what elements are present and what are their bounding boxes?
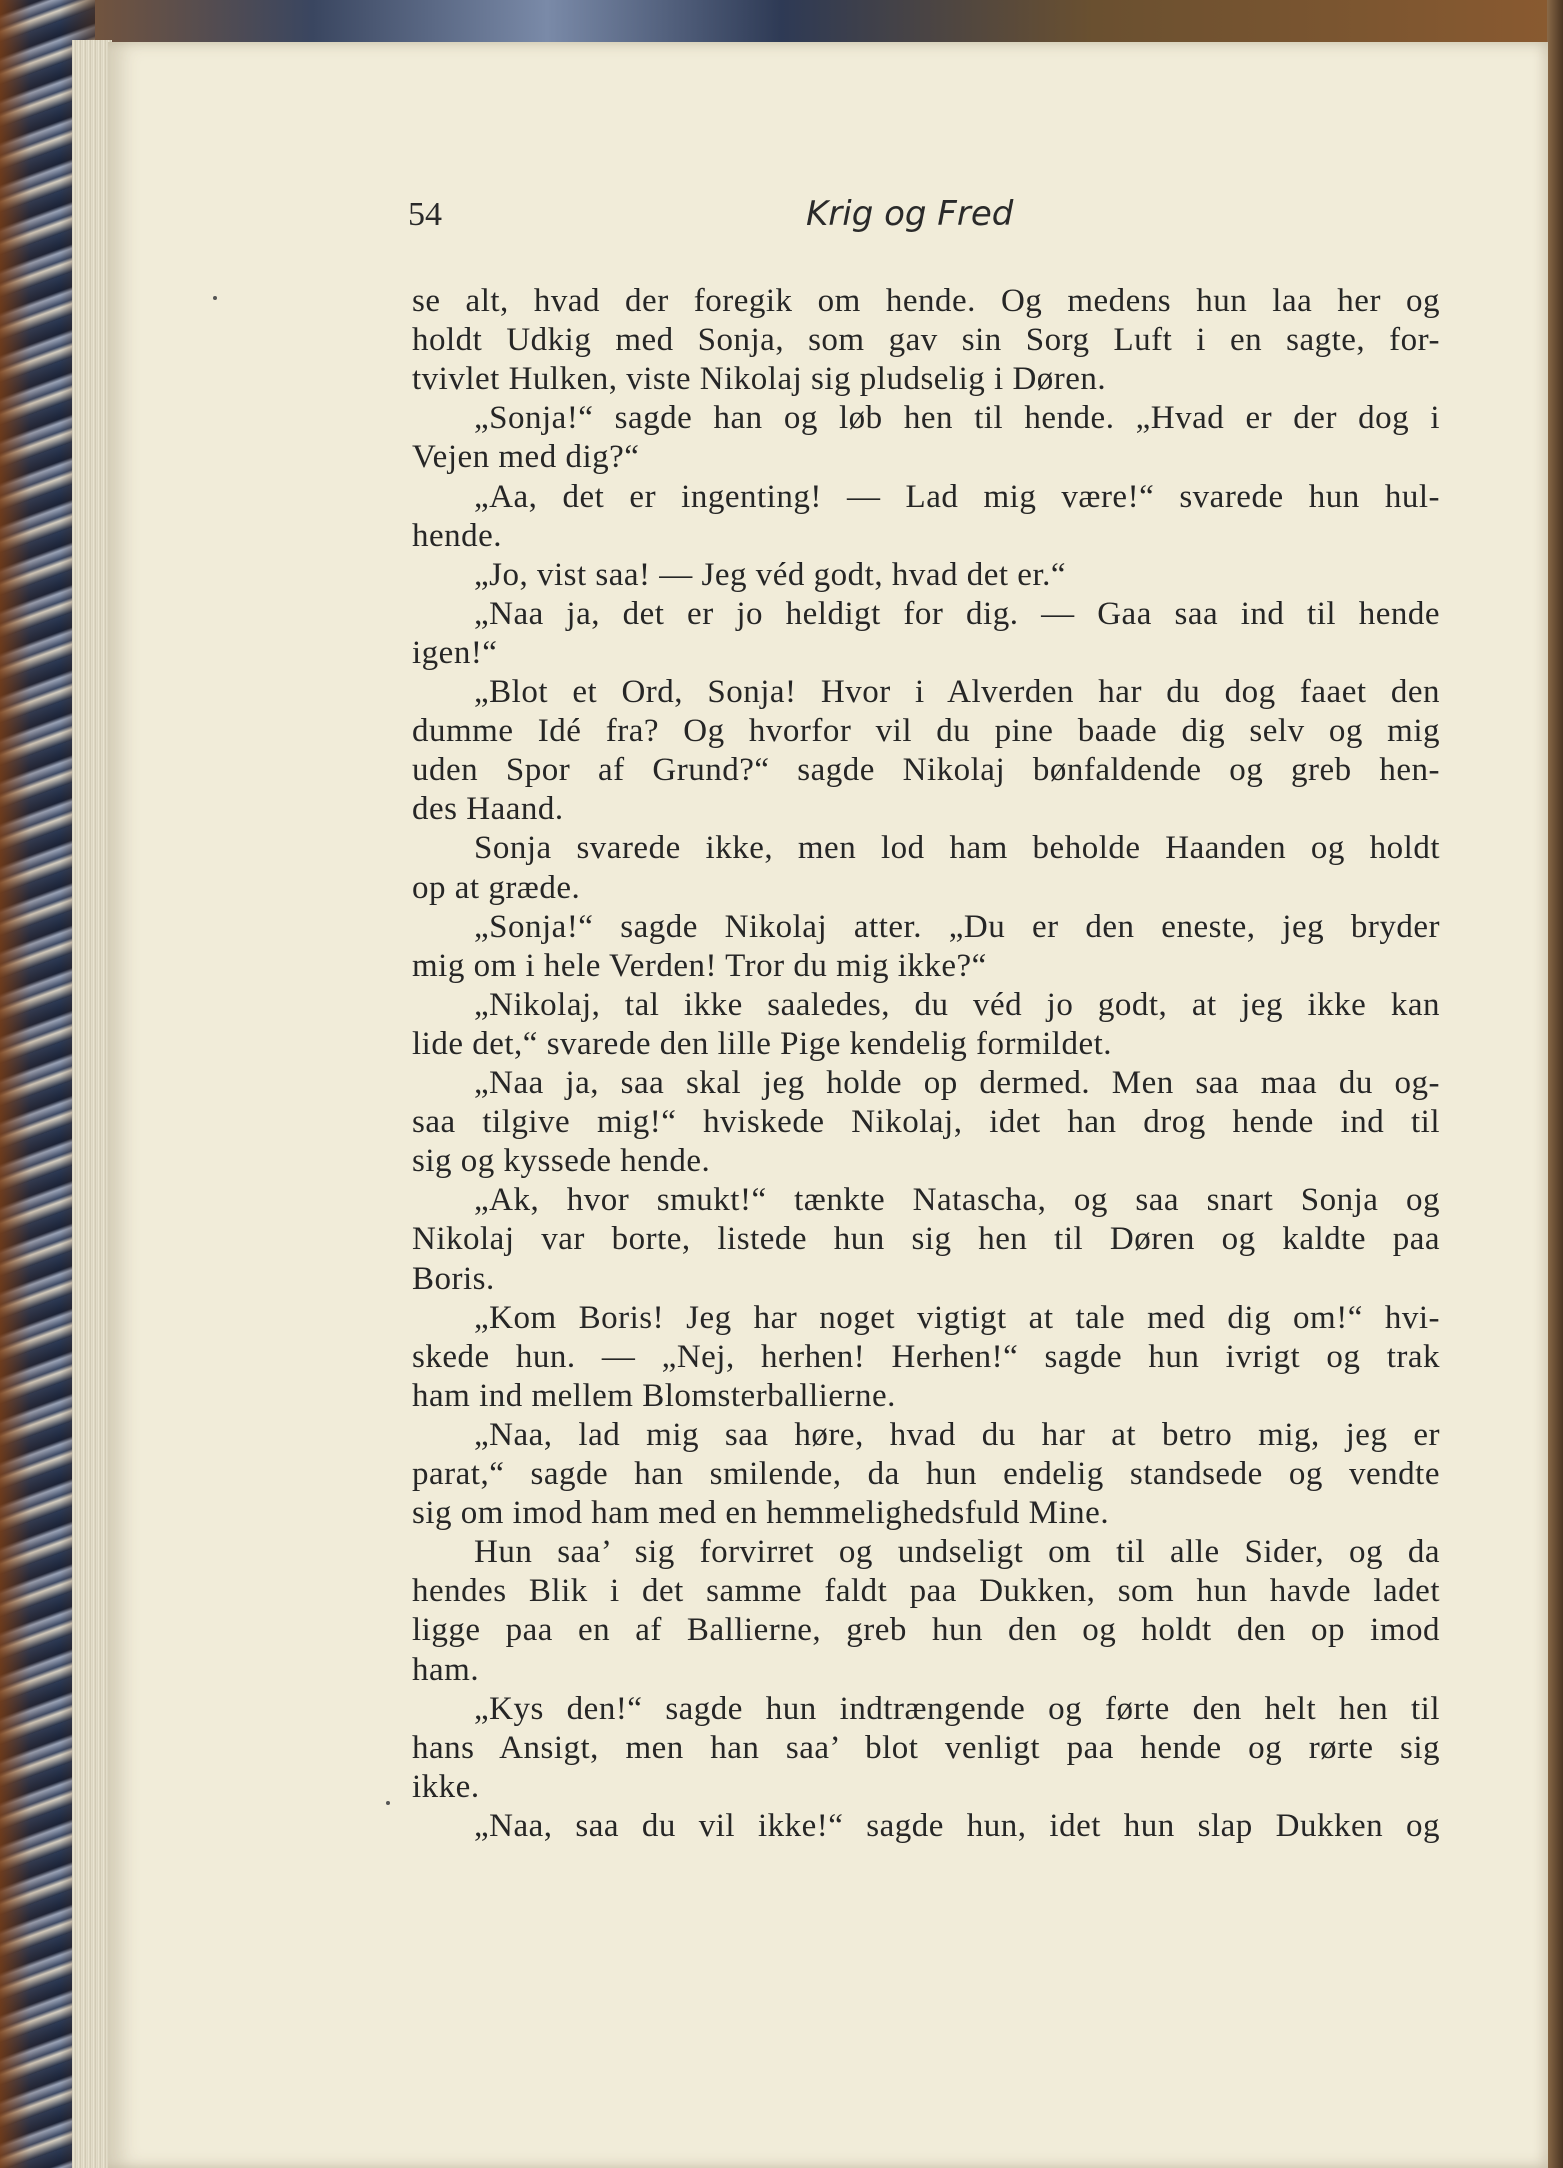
running-title: Krig og Fred [806,194,1014,234]
page-header [408,196,1028,242]
text-line: „Naa ja, saa skal jeg holde op dermed. Men saa maa du og- [474,1065,1440,1101]
text-line: ham. [412,1652,480,1688]
text-line: „Naa ja, det er jo heldigt for dig. — Gaa saa ind til hende [474,596,1440,632]
text-line: uden Spor af Grund?“ sagde Nikolaj bønfaldende og greb hen- [412,752,1440,788]
text-line: „Ak, hvor smukt!“ tænkte Natascha, og saa snart Sonja og [474,1182,1440,1218]
text-line: dumme Idé fra? Og hvorfor vil du pine baade dig selv og mig [412,713,1440,749]
text-line: hendes Blik i det samme faldt paa Dukken, som hun havde ladet [412,1573,1440,1609]
text-line: sig om imod ham med en hemmelighedsfuld Mine. [412,1495,1110,1531]
text-line: parat,“ sagde han smilende, da hun endelig standsede og vendte [412,1456,1440,1492]
text-line: „Sonja!“ sagde Nikolaj atter. „Du er den eneste, jeg bryder [474,909,1440,945]
text-line: skede hun. — „Nej, herhen! Herhen!“ sagde hun ivrigt og trak [412,1339,1440,1375]
text-line: „Blot et Ord, Sonja! Hvor i Alverden har du dog faaet den [474,674,1440,710]
text-line: Vejen med dig?“ [412,439,640,475]
ink-speck [386,1801,390,1805]
text-line: ligge paa en af Ballierne, greb hun den og holdt den op imod [412,1612,1440,1648]
text-line: igen!“ [412,635,498,671]
text-line: mig om i hele Verden! Tror du mig ikke?“ [412,948,987,984]
text-line: des Haand. [412,791,564,827]
text-line: Hun saa’ sig forvirret og undseligt om til alle Sider, og da [474,1534,1440,1570]
text-line: op at græde. [412,870,581,906]
text-line: „Sonja!“ sagde han og løb hen til hende. „Hvad er der dog i [474,400,1440,436]
text-line: hende. [412,518,503,554]
text-line: Nikolaj var borte, listede hun sig hen til Døren og kaldte paa [412,1221,1440,1257]
text-line: lide det,“ svarede den lille Pige kendelig formildet. [412,1026,1113,1062]
text-line: Boris. [412,1261,495,1297]
text-line: holdt Udkig med Sonja, som gav sin Sorg Luft i en sagte, for- [412,322,1440,358]
text-line: saa tilgive mig!“ hviskede Nikolaj, idet han drog hende ind til [412,1104,1440,1140]
text-line: ham ind mellem Blomsterballierne. [412,1378,896,1414]
book-right-edge [1547,0,1563,2168]
book-top-edge [0,0,1563,44]
text-line: sig og kyssede hende. [412,1143,711,1179]
text-line: Sonja svarede ikke, men lod ham beholde Haanden og holdt [474,830,1440,866]
text-line: „Naa, saa du vil ikke!“ sagde hun, idet hun slap Dukken og [474,1808,1440,1844]
text-line: „Jo, vist saa! — Jeg véd godt, hvad det er.“ [474,557,1067,593]
text-line: „Kom Boris! Jeg har noget vigtigt at tale med dig om!“ hvi- [474,1300,1440,1336]
text-line: „Aa, det er ingenting! — Lad mig være!“ svarede hun hul- [474,479,1440,515]
text-line: „Naa, lad mig saa høre, hvad du har at betro mig, jeg er [474,1417,1440,1453]
text-line: „Kys den!“ sagde hun indtrængende og førte den helt hen til [474,1691,1440,1727]
text-line: ikke. [412,1769,480,1805]
ink-speck [213,296,217,300]
text-line: „Nikolaj, tal ikke saaledes, du véd jo godt, at jeg ikke kan [474,987,1440,1023]
text-line: se alt, hvad der foregik om hende. Og medens hun laa her og [412,283,1440,319]
page-number: 54 [408,196,442,233]
text-line: hans Ansigt, men han saa’ blot venligt paa hende og rørte sig [412,1730,1440,1766]
page-stack-edge [72,40,112,2168]
text-line: tvivlet Hulken, viste Nikolaj sig pludselig i Døren. [412,361,1107,397]
